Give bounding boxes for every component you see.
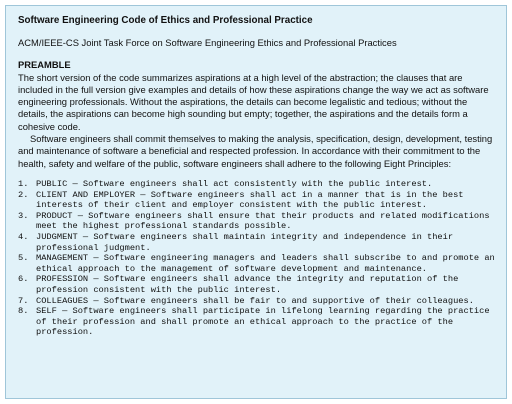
principle-item-profession (18, 274, 497, 295)
principle-number: 6. (18, 274, 29, 285)
principle-number: 5. (18, 253, 29, 264)
principle-number: 4. (18, 231, 29, 242)
principle-number: 2. (18, 189, 29, 200)
principle-text: MANAGEMENT — Software engineering managers and leaders shall subscribe to and promote an ethical approach to the management of software development and maintenance. (36, 253, 495, 274)
principle-text: PROFESSION — Software engineers shall advance the integrity and reputation of the profession consistent with the public interest. (36, 274, 459, 295)
principle-item-judgment (18, 232, 497, 253)
principle-text: CLIENT AND EMPLOYER — Software engineers shall act in a manner that is in the best interests of their client and employer consistent with the public interest. (36, 189, 464, 211)
principle-number: 3. (18, 210, 29, 221)
principle-number: 1. (18, 178, 29, 189)
principle-item-colleagues (18, 296, 497, 307)
principle-item-product (18, 211, 497, 232)
principle-number: 8. (18, 306, 29, 317)
principle-item-public (18, 179, 497, 190)
principle-number: 7. (18, 295, 29, 306)
principle-item-management (18, 253, 497, 274)
document-subtitle: ACM/IEEE-CS Joint Task Force on Software Engineering Ethics and Professional Practices (18, 37, 397, 48)
preamble-heading: PREAMBLE (18, 59, 71, 71)
principle-text: COLLEAGUES — Software engineers shall be fair to and supportive of their colleagues. (36, 295, 474, 306)
document-box (5, 5, 507, 399)
principle-item-client-and-employer (18, 190, 497, 211)
principle-text: SELF — Software engineers shall participate in lifelong learning regarding the practice of their profession and shall promote an ethical approach to the practice of the profession. (36, 306, 490, 338)
principle-item-self (18, 306, 497, 338)
preamble-paragraph-2: Software engineers shall commit themselves to making the analysis, specification, design, development, testing and maintenance of software a beneficial and respected profession. In accordance with their commitment to the health, safety and welfare of the public, software engineers shall adhere to the following Eight Principles: (18, 133, 493, 169)
preamble-paragraph-1: The short version of the code summarizes aspirations at a high level of the abstraction; the clauses that are included in the full version give examples and details of how these aspirations change the way we act as software engineering professionals. Without the aspirations, the details can become legalistic and tedious; without the details, the aspirations can become high sounding but empty; together, the aspirations and the details form a cohesive code. (18, 71, 489, 132)
principle-text: JUDGMENT — Software engineers shall maintain integrity and independence in their professional judgment. (36, 231, 454, 253)
principles-list (18, 179, 497, 338)
principle-text: PUBLIC — Software engineers shall act consistently with the public interest. (36, 178, 433, 189)
principle-text: PRODUCT — Software engineers shall ensure that their products and related modifications meet the highest professional standards possible. (36, 210, 490, 232)
document-title: Software Engineering Code of Ethics and Professional Practice (18, 15, 313, 26)
